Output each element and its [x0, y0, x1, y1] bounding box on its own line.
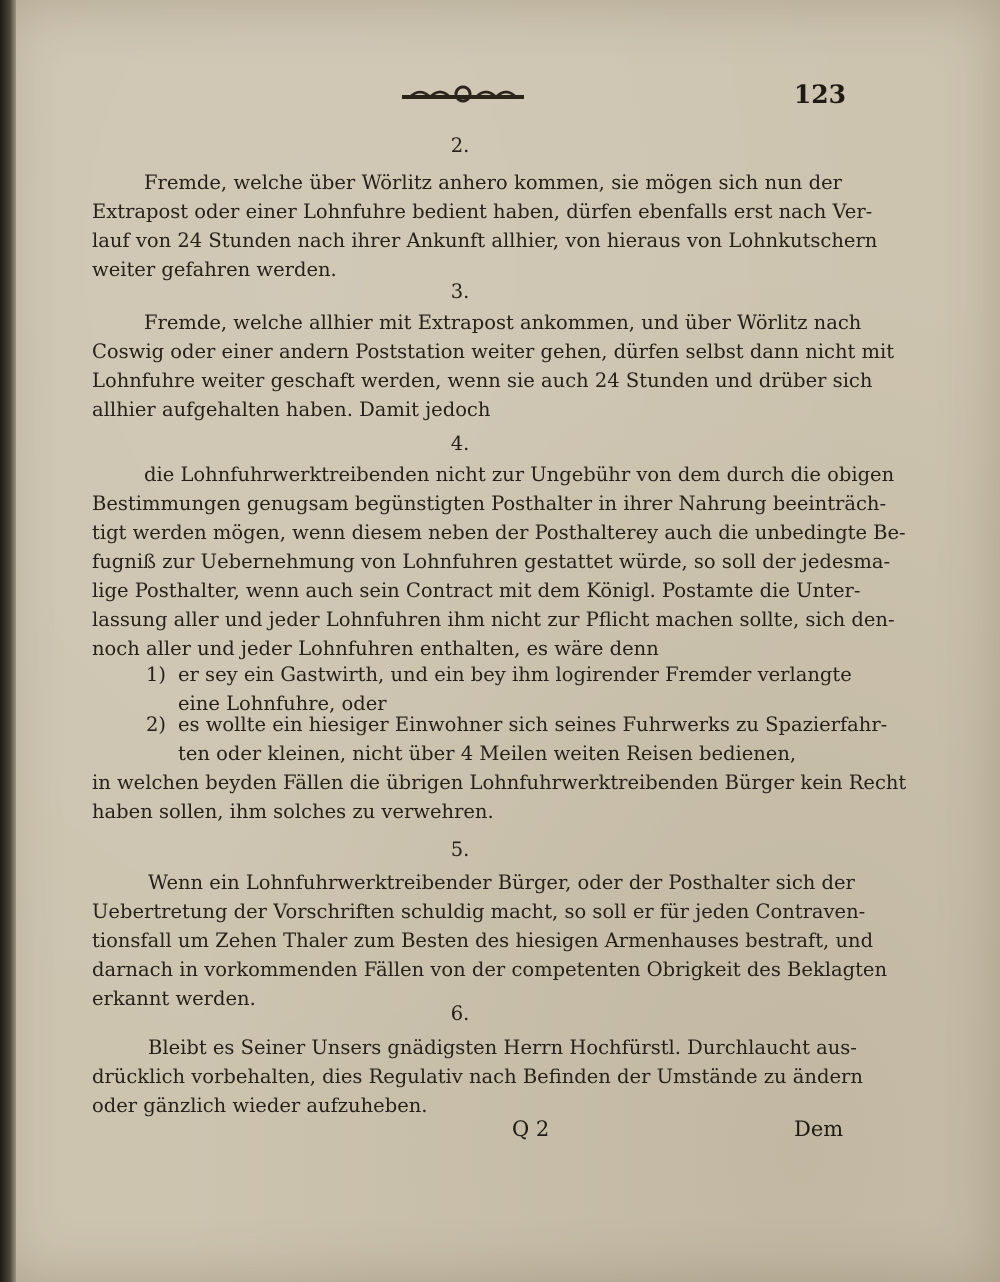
text-line: Wenn ein Lohnfuhrwerktreibender Bürger, oder der Posthalter sich der — [148, 871, 855, 894]
text-line: lassung aller und jeder Lohnfuhren ihm nicht zur Pflicht machen sollte, sich den- — [92, 608, 895, 631]
text-line: Lohnfuhre weiter geschaft werden, wenn sie auch 24 Stunden und drüber sich — [92, 369, 873, 392]
header-ornament — [400, 82, 526, 104]
text-line: oder gänzlich wieder aufzuheben. — [92, 1094, 428, 1117]
section-number: 2. — [450, 134, 470, 157]
text-line: Fremde, welche allhier mit Extrapost ankommen, und über Wörlitz nach — [144, 311, 862, 334]
text-line: lige Posthalter, wenn auch sein Contract mit dem Königl. Postamte die Unter- — [92, 579, 861, 602]
text-line: drücklich vorbehalten, dies Regulativ nach Befinden der Umstände zu ändern — [92, 1065, 863, 1088]
text-line: weiter gefahren werden. — [92, 258, 337, 281]
text-line: allhier aufgehalten haben. Damit jedoch — [92, 398, 491, 421]
section-number: 3. — [450, 280, 470, 303]
text-line: ten oder kleinen, nicht über 4 Meilen weiten Reisen bedienen, — [178, 742, 797, 765]
text-line: Bleibt es Seiner Unsers gnädigsten Herrn Hochfürstl. Durchlaucht aus- — [148, 1036, 857, 1059]
text-line: erkannt werden. — [92, 987, 256, 1010]
text-line: Fremde, welche über Wörlitz anhero kommen, sie mögen sich nun der — [144, 171, 842, 194]
text-line: haben sollen, ihm solches zu verwehren. — [92, 800, 494, 823]
section-4-closing — [92, 768, 907, 826]
list-item-marker: 1) — [146, 663, 167, 686]
text-line: Extrapost oder einer Lohnfuhre bedient haben, dürfen ebenfalls erst nach Ver- — [92, 200, 873, 223]
text-line: Bestimmungen genugsam begünstigten Posthalter in ihrer Nahrung beeinträch- — [92, 492, 887, 515]
signature-mark: Q 2 — [512, 1117, 550, 1141]
text-line: tionsfall um Zehen Thaler zum Besten des hiesigen Armenhauses bestraft, und — [92, 929, 874, 952]
text-line: noch aller und jeder Lohnfuhren enthalten, es wäre denn — [92, 637, 659, 660]
text-line: Coswig oder einer andern Poststation weiter gehen, dürfen selbst dann nicht mit — [92, 340, 895, 363]
book-spine — [0, 0, 16, 1282]
page-number: 123 — [793, 80, 846, 109]
text-line: die Lohnfuhrwerktreibenden nicht zur Ungebühr von dem durch die obigen — [144, 463, 895, 486]
text-line: lauf von 24 Stunden nach ihrer Ankunft allhier, von hieraus von Lohnkutschern — [92, 229, 878, 252]
section-3-text — [92, 308, 895, 424]
section-4-text — [92, 460, 906, 663]
catchword: Dem — [794, 1117, 844, 1141]
text-line: darnach in vorkommenden Fällen von der competenten Obrigkeit des Beklagten — [92, 958, 888, 981]
section-number: 5. — [450, 838, 470, 861]
list-item — [178, 710, 888, 768]
text-line: Uebertretung der Vorschriften schuldig macht, so soll er für jeden Contraven- — [92, 900, 866, 923]
text-line: eine Lohnfuhre, oder — [178, 692, 387, 715]
text-line: er sey ein Gastwirth, und ein bey ihm logirender Fremder verlangte — [178, 663, 852, 686]
list-item-marker: 2) — [146, 713, 167, 736]
text-line: tigt werden mögen, wenn diesem neben der Posthalterey auch die unbedingte Be- — [92, 521, 906, 544]
section-number: 6. — [450, 1002, 470, 1025]
text-line: in welchen beyden Fällen die übrigen Lohnfuhrwerktreibenden Bürger kein Recht — [92, 771, 907, 794]
section-2-text — [92, 168, 878, 284]
section-5-text — [92, 868, 888, 1013]
section-number: 4. — [450, 432, 470, 455]
section-6-text — [92, 1033, 863, 1120]
text-line: fugniß zur Uebernehmung von Lohnfuhren gestattet würde, so soll der jedesma- — [92, 550, 891, 573]
text-line: es wollte ein hiesiger Einwohner sich seines Fuhrwerks zu Spazierfahr- — [178, 713, 888, 736]
